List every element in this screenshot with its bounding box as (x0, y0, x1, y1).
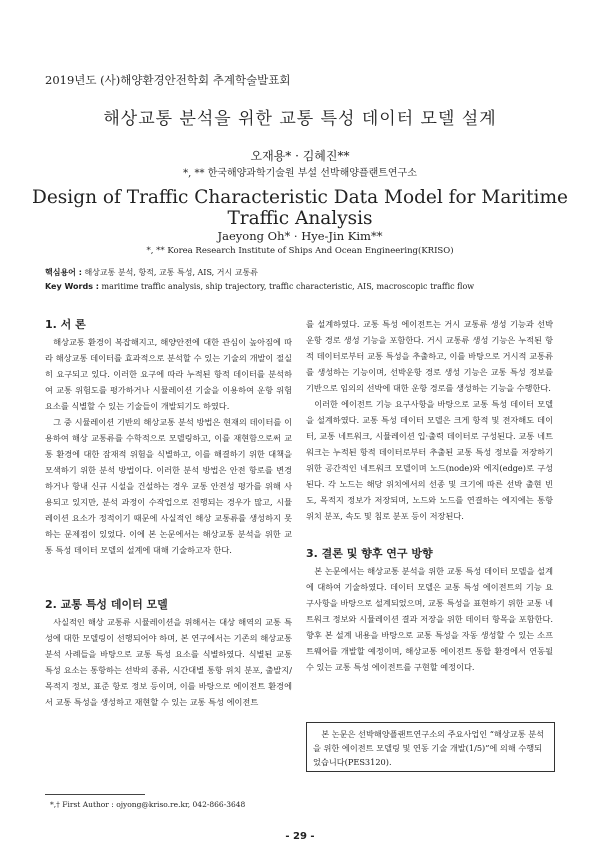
section-1-paragraph-1: 해상교통 환경이 복잡해지고, 해양안전에 대한 관심이 높아짐에 따라 해상교통 데이터를 효과적으로 분석할 수 있는 기술의 개발이 절실히 요구되고 있다. 이러한 요구에 따라 누적된 항적 데이터를 분석하여 교통 위험도를 평가하거나 시뮬레이션 기술을 이용하여 운항 위험 요소를 식별할 수 있는 기술들이 개발되기도 하였다. (45, 337, 292, 411)
affiliation-korean: *, ** 한국해양과학기술원 부설 선박해양플랜트연구소 (183, 168, 417, 179)
section-3-body (306, 563, 553, 713)
section-3-heading: 3. 결론 및 향후 연구 방향 (306, 547, 433, 560)
keywords-korean-label: 핵심용어 : (45, 268, 82, 277)
keywords-english-text: maritime traffic analysis, ship trajectory, traffic characteristic, AIS, macroscopic traffic flow (101, 282, 475, 291)
acknowledgment-text: 본 논문은 선박해양플랜트연구소의 주요사업인 “해상교통 분석을 위한 에이전트 모델링 및 연동 기술 개발(1/5)”에 의해 수행되었습니다(PES3120). (313, 729, 545, 767)
authors-english: Jaeyong Oh* · Hye-Jin Kim** (217, 229, 383, 243)
section-3-paragraph-1: 본 논문에서는 해상교통 분석을 위한 교통 특성 데이터 모델을 설계에 대하여 기술하였다. 데이터 모델은 교통 특성 에이전트의 기능 요구사항을 바탕으로 설계되었으며, 교통 특성을 표현하기 위한 교통 네트워크 정보와 시뮬레이션 결과 저장을 위한 데이터 항목을 포함한다. 향후 본 설계 내용을 바탕으로 교통 특성을 자동 생성할 수 있는 소프트웨어를 개발할 예정이며, 해상교통 에이전트 통합 환경에서 연동될 수 있는 교통 특성 에이전트를 구현할 예정이다. (306, 566, 553, 672)
acknowledgment-box (306, 722, 555, 772)
keywords-english (45, 282, 474, 291)
footnote: *,† First Author : ojyong@kriso.re.kr, 042-866-3648 (50, 800, 246, 809)
keywords-korean-text: 해상교통 분석, 항적, 교통 특성, AIS, 거시 교통류 (84, 268, 258, 277)
affiliation-english: *, ** Korea Research Institute of Ships And Ocean Engineering(KRISO) (146, 246, 454, 256)
keywords-english-label: Key Words : (45, 282, 99, 291)
page-number: - 29 - (285, 831, 315, 842)
authors-korean: 오재용* · 김혜진** (250, 149, 350, 163)
keywords-korean (45, 267, 258, 278)
section-2-paragraph-2: 이러한 에이전트 기능 요구사항을 바탕으로 교통 특성 데이터 모델을 설계하였다. 교통 특성 데이터 모델은 크게 항적 및 전자해도 데이터, 교통 네트워크, 시뮬레이션 입·출력 데이터로 구성된다. 교통 네트워크는 누적된 항적 데이터로부터 추출된 교통 특성 정보를 저장하기 위한 공간적인 네트워크 모델이며 노드(node)와 에지(edge)로 구성된다. 각 노드는 해당 위치에서의 선종 및 크기에 따른 선박 출현 빈도, 목적지 정보가 저장되며, 노드와 노드를 연결하는 에지에는 통항 위치 분포, 속도 및 침로 분포 등이 저장된다. (306, 399, 553, 521)
section-2-paragraph-1-continued: 를 설계하였다. 교통 특성 에이전트는 거시 교통류 생성 기능과 선박운항 경로 생성 기능을 포함한다. 거시 교통류 생성 기능은 누적된 항적 데이터로부터 교통 특성을 추출하고, 이를 바탕으로 거시적 교통류를 생성하는 기능이며, 선박운항 경로 생성 기능은 교통 특성 정보를 기반으로 임의의 선박에 대한 운항 경로를 생성하는 기능을 수행한다. (306, 319, 553, 393)
paper-title-korean: 해상교통 분석을 위한 교통 특성 데이터 모델 설계 (103, 109, 497, 129)
paper-title-english: Design of Traffic Characteristic Data Model for Maritime Traffic Analysis (32, 187, 568, 229)
section-2-heading: 2. 교통 특성 데이터 모델 (45, 598, 168, 611)
section-2-body-left (45, 614, 292, 774)
section-1-paragraph-2: 그 중 시뮬레이션 기반의 해상교통 분석 방법은 현재의 데이터를 이용하여 해상 교통류를 수학적으로 모델링하고, 이를 재현함으로써 교통 환경에 대한 잠재적 위험을 식별하고, 이를 해결하기 위한 대책을 모색하기 위한 분석 방법이다. 이러한 분석 방법은 안전 항로를 변경하거나 항내 신규 시설을 건설하는 경우 교통 안전성 평가를 위해 사용되고 있지만, 분석 과정이 수작업으로 진행되는 경우가 많고, 시뮬레이션 요소가 정적이기 때문에 사실적인 해상 교통류를 생성하지 못하는 문제점이 있었다. 이에 본 논문에서는 해상교통 분석을 위한 교통 특성 데이터 모델의 설계에 대해 기술하고자 한다. (45, 417, 292, 555)
conference-header: 2019년도 (사)해양환경안전학회 추계학술발표회 (45, 73, 291, 87)
footnote-divider (45, 794, 145, 795)
section-1-body (45, 334, 292, 584)
section-2-paragraph-1: 사실적인 해상 교통류 시뮬레이션을 위해서는 대상 해역의 교통 특성에 대한 모델링이 선행되어야 하며, 본 연구에서는 기존의 해상교통 분석 사례들을 바탕으로 교통 특성 요소를 식별하였다. 식별된 교통 특성 요소는 통항하는 선박의 종류, 시간대별 통항 위치 분포, 출발지/목적지 정보, 표준 항로 정보 등이며, 이를 바탕으로 에이전트 환경에서 교통 특성을 생성하고 재현할 수 있는 교통 특성 에이전트 (45, 617, 292, 707)
section-1-heading: 1. 서 론 (45, 318, 86, 331)
section-2-body-right (306, 316, 553, 538)
